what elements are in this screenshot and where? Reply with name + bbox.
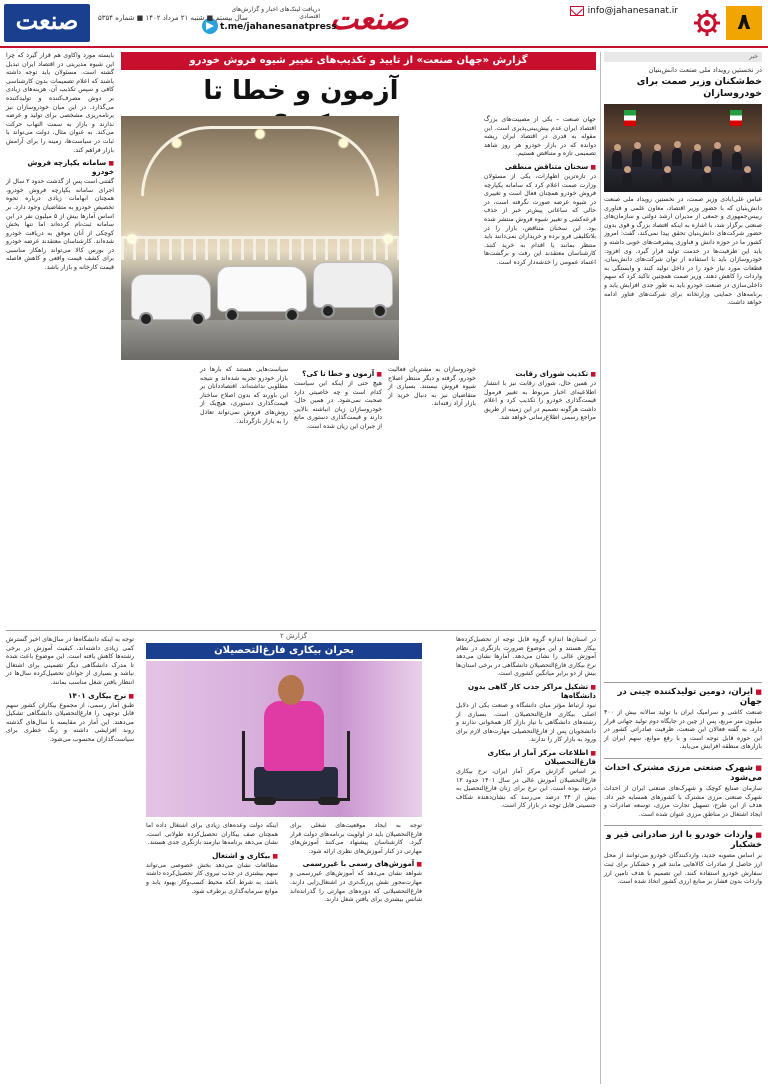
feature-left-body-2: گفتنی است پس از گذشت حدود ۲ سال از اجرای سامانه یکپارچه فروش خودرو، همچنان ابهامات زیادی درباره نحوه تخصیص خودرو به متقاضیان وجود دارد. بر اساس آمارها بیش از ۵ میلیون نفر در این سامانه ثبت‌نام کرده‌اند اما تنها بخش کوچکی از آنان موفق به دریافت خودرو شده‌اند. کارشناسان معتقدند عرضه خودرو در بورس کالا می‌تواند راهکار مناسبی برای کشف قیمت واقعی و کاهش فاصله قیمت کارخانه و بازار باشد. [6, 178, 114, 272]
report-kicker: گزارش ۲ [280, 632, 308, 640]
wheel [225, 308, 239, 322]
news2-body: صنعت کاشی و سرامیک ایران با تولید سالانه بیش از ۴۰۰ میلیون متر مربع، پس از چین در جایگاه دوم تولید جهانی قرار دارد. به گفته فعالان این صنعت، ظرفیت صادراتی کشور در این حوزه قابل توجه است و با رفع موانع، سهم ایران از بازارهای منطقه افزایش می‌یابد. [604, 709, 762, 751]
feature-bottom-col-4 [200, 366, 288, 630]
person [662, 173, 672, 191]
feature-subhead-2: ■ سامانه یکپارچه فروش خودرو [6, 158, 114, 176]
wheel [191, 312, 205, 326]
email-line [570, 6, 678, 16]
man-shirt [264, 701, 324, 771]
feature-right-body: در تازه‌ترین اظهارات، یکی از مسئولان وزارت صمت اعلام کرد که سامانه یکپارچه فروش خودرو همچنان فعال است و تغییری در شیوه عرضه صورت نگرفته است، در حالی که ساعاتی پیش‌تر خبر از حذف قرعه‌کشی و تغییر شیوه فروش منتشر شده بود. این سخنان متناقض، بازار را در بلاتکلیفی فرو برده و خریداران نمی‌دانند باید منتظر بمانند یا اقدام به خرید کنند. کارشناسان معتقدند این رفت و برگشت‌ها اعتماد عمومی را خدشه‌دار کرده است. [484, 172, 596, 266]
lower-center-subhead-1: ■ آموزش‌های رسمی با غیررسمی [290, 859, 422, 868]
person-head [654, 144, 661, 151]
lamp-icon [127, 234, 137, 244]
telegram-caption: دریافت لینک‌های اخبار و گزارش‌های اقتصادی [231, 6, 320, 20]
wheel [321, 304, 335, 318]
gear-icon [692, 8, 722, 38]
news4-title[interactable]: ■ واردات خودرو با ارز صادراتی قیر و خشکبار [604, 825, 762, 850]
car-suv [313, 262, 393, 308]
center-logo: صنعت [330, 2, 409, 37]
person [732, 152, 742, 170]
lower-right-subhead-1: ■ تشکیل مراکز جذب کار گاهی بدون دانشگاه‌ها [456, 682, 596, 700]
showroom-floor [121, 320, 399, 360]
right-column [604, 52, 762, 1084]
feature-subhead-3: ■ آزمون و خطا تا کی؟ [294, 369, 382, 378]
shoe [254, 797, 276, 805]
feature-kicker: گزارش «جهان صنعت» از تایید و تکذیب‌های تغییر شیوه فروش خودرو [121, 52, 596, 70]
lower-center-col-right [290, 822, 422, 1086]
man-head [278, 675, 304, 705]
man-legs [254, 767, 338, 799]
feature-col-left [6, 52, 114, 630]
person-head [674, 141, 681, 148]
feature-article [6, 52, 596, 630]
car-white [217, 266, 307, 312]
news1-photo [604, 104, 762, 192]
lower-photo-unemployed-man [146, 661, 422, 817]
lower-right-body-3: بر اساس گزارش مرکز آمار ایران، نرخ بیکاری فارغ‌التحصیلان آموزش عالی در سال ۱۴۰۱ حدود ۱۲ درصد بوده است. این نرخ برای زنان فارغ‌التحصیل به بیش از ۲۴ درصد می‌رسد که نشان‌دهنده شکاف جنسیتی قابل توجه در بازار کار است. [456, 767, 596, 810]
news3-body: سازمان صنایع کوچک و شهرک‌های صنعتی ایران از احداث شهرک صنعتی مرزی مشترک با کشورهای همسایه خبر داد. هدف از این طرح، تسهیل تجارت مرزی، توسعه صادرات و ایجاد اشتغال در مناطق مرزی عنوان شده است. [604, 784, 762, 818]
email-address[interactable]: info@jahanesanat.ir [587, 6, 678, 16]
news1-title[interactable]: خط‌شکنان وزیر صمت برای خودروسازان [636, 76, 762, 99]
person-head [624, 166, 631, 173]
news-strip: خبر [604, 52, 762, 62]
lower-title[interactable]: بحران بیکاری فارغ‌التحصیلان [146, 643, 422, 659]
shoe [318, 797, 340, 805]
lower-center-body-1: توجه به ایجاد موقعیت‌های شغلی برای فارغ‌التحصیلان باید در اولویت برنامه‌های دولت قرار گیرد. کارشناسان پیشنهاد می‌کنند آموزش‌های مهارتی در کنار آموزش‌های نظری ارائه شود. [290, 822, 422, 855]
telegram-handle[interactable]: t.me/jahanesanatpress [220, 22, 337, 32]
person-head [714, 142, 721, 149]
person-head [734, 145, 741, 152]
news4-body: بر اساس مصوبه جدید، واردکنندگان خودرو می‌توانند از محل ارز حاصل از صادرات کالاهایی مانند قیر و خشکبار برای ثبت سفارش خودرو استفاده کنند. این تصمیم با هدف تامین ارز واردات بدون فشار بر منابع ارزی کشور اتخاذ شده است. [604, 852, 762, 886]
feature-subhead-1: ■ سخنان متناقض منطقی [484, 162, 596, 171]
lower-left-body: توجه به اینکه دانشگاه‌ها در سال‌های اخیر گسترش کمی زیادی داشته‌اند، کیفیت آموزش در برخی رشته‌ها کاهش یافته است. این موضوع باعث شده تا مدرک دانشگاهی دیگر تضمینی برای اشتغال نباشد و بسیاری از جوانان تحصیل‌کرده سال‌ها در انتظار یافتن شغل مناسب بمانند. [6, 636, 134, 686]
issue-info: سال بیستم ■ شنبه ۲۱ مرداد ۱۴۰۲ ■ شماره ۵۳۵۴ [98, 14, 248, 22]
person [742, 173, 752, 191]
person-head [614, 144, 621, 151]
feature-bottom-body-3: خودروسازان به مشتریان فعالیت خودرو، گرفته و دیگر منتظر اصلاح شیوه فروش نیستند. بسیاری از متقاضیان نیز به دنبال خرید از بازار آزاد رفته‌اند. [388, 366, 476, 408]
news1-kicker: در نخستین رویداد ملی صنعت دانش‌بنیان [648, 66, 762, 74]
flag-icon [730, 110, 742, 126]
lower-right-subhead-2: ■ اطلاعات مرکز آمار از بیکاری فارغ‌التحصیلان [456, 748, 596, 766]
telegram-box[interactable] [200, 4, 337, 42]
lower-center-body-4: مطالعات نشان می‌دهد بخش خصوصی می‌تواند سهم بیشتری در جذب نیروی کار تحصیل‌کرده داشته باشد، به شرط آنکه محیط کسب‌وکار بهبود یابد و موانع سرمایه‌گذاری برطرف شود. [146, 861, 278, 895]
feature-bottom-body-4: در همین حال، شورای رقابت نیز با انتشار اطلاعیه‌ای اخبار مربوط به تغییر فرمول قیمت‌گذاری خودرو را تکذیب کرد و اعلام داشت هرگونه تصمیم در این زمینه از طریق مراجع رسمی اطلاع‌رسانی خواهد شد. [484, 380, 596, 422]
lamp-icon [383, 234, 393, 244]
wheel [139, 312, 153, 326]
person-head [664, 166, 671, 173]
column-rule [600, 52, 601, 1084]
lower-center-col-left [146, 822, 278, 1086]
news2-title[interactable]: ■ ایران، دومین تولیدکننده چینی در جهان [604, 682, 762, 707]
feature-bottom-col-3 [294, 366, 382, 630]
lower-right-body-2: نبود ارتباط مؤثر میان دانشگاه و صنعت یکی از دلایل اصلی بیکاری فارغ‌التحصیلان است. بسیاری از رشته‌های دانشگاهی با نیاز بازار کار همخوانی ندارند و دانشجویان پس از فارغ‌التحصیلی مهارت‌های لازم برای ورود به بازار کار را ندارند. [456, 701, 596, 744]
news1-body: عباس علی‌آبادی وزیر صمت، در نخستین رویداد ملی صنعت دانش‌بنیان که با حضور وزیر اقتصاد، معاون علمی و فناوری رییس‌جمهوری و جمعی از مدیران ارشد دولتی و سازمان‌های صنعتی برگزار شد، با اشاره به اینکه اقتصاد بزرگ و قوی بدون حضور شرکت‌های دانش‌بنیان تحقق پیدا نمی‌کند، گفت: امروز کشور ما در حوزه دانش و فناوری پیشرفت‌های خوبی داشته و باید این ظرفیت‌ها در خدمت تولید قرار گیرد. وی افزود: خودروسازان باید با استفاده از توان شرکت‌های دانش‌بنیان، قطعات مورد نیاز خود را در داخل تولید کنند و وابستگی به واردات را کاهش دهند. وزیر صمت همچنین تاکید کرد که سهم داخلی‌سازی در صنعت خودرو باید به طور جدی افزایش یابد و برنامه‌های حمایتی وزارتخانه برای شرکت‌های فناور ادامه خواهد داشت. [604, 196, 762, 307]
feature-headline[interactable]: آزمون و خطا تا [203, 76, 399, 106]
lower-center-body-2: شواهد نشان می‌دهد که آموزش‌های غیررسمی و مهارت‌محور نقش پررنگ‌تری در اشتغال‌زایی دارند. فارغ‌التحصیلانی که دوره‌های مهارتی را گذرانده‌اند شانس بیشتری برای یافتن شغل دارند. [290, 870, 422, 904]
lower-col-right [456, 636, 596, 1086]
person-head [744, 166, 751, 173]
feature-subhead-4: ■ تکذیب شورای رقابت [484, 369, 596, 378]
wheel [285, 308, 299, 322]
person [632, 149, 642, 167]
person [692, 151, 702, 169]
wheel [373, 304, 387, 318]
lower-center-subhead-2: ■ بیکاری و اشتغال [146, 851, 278, 860]
feature-bottom-body-1: سیاست‌هایی هستند که بارها در بازار خودرو تجربه شده‌اند و نتیجه مطلوبی نداشته‌اند. اقتصاددانان بر این باورند که بدون اصلاح ساختار قیمت‌گذاری دستوری، هیچ‌یک از روش‌های فروش نمی‌تواند تعادل را به بازار بازگرداند. [200, 366, 288, 425]
flag-icon [624, 110, 636, 126]
page-number: ۸ [726, 6, 762, 40]
person-head [694, 144, 701, 151]
feature-intro: جهان صنعت – یکی از مصیبت‌های بزرگ اقتصاد ایران عدم پیش‌بینی‌پذیری است. این مقوله به قدری در اقتصاد ایران ریشه دوانده که در بازار خودرو هر روز شاهد تصمیمی تازه و متناقض هستیم. [484, 116, 596, 158]
feature-bottom-body-2: هیچ حتی از اینکه این سیاست کدام است و چه خاصیتی دارد صحبت نمی‌شود. در همین حال، خودروسازان زیان انباشته بالایی دارند و قیمت‌گذاری دستوری مانع از جبران این زیان شده است. [294, 380, 382, 430]
lower-center-columns [146, 822, 422, 1086]
lower-left-body-2: طبق آمار رسمی، از مجموع بیکاران کشور سهم قابل توجهی را فارغ‌التحصیلان دانشگاهی تشکیل می‌دهند. این آمار در مقایسه با سال‌های گذشته روند افزایشی داشته و زنگ خطری برای سیاست‌گذاران محسوب می‌شود. [6, 701, 134, 743]
balcony-rail [121, 236, 399, 260]
lower-col-left [6, 636, 134, 1086]
person [622, 173, 632, 191]
person [702, 173, 712, 191]
feature-photo-car-showroom [121, 116, 399, 360]
feature-bottom-col-1 [484, 366, 596, 630]
lower-left-subhead-1: ■ نرخ بیکاری ۱۴۰۱ [6, 691, 134, 700]
person [612, 151, 622, 169]
person-head [704, 166, 711, 173]
lower-center-body-3: اینکه دولت وعده‌های زیادی برای اشتغال داده اما همچنان صف بیکاران تحصیل‌کرده طولانی است، نشان می‌دهد برنامه‌ها نیازمند بازنگری جدی هستند. [146, 822, 278, 847]
feature-left-body: بایسته مورد واکاوی هم قرار گیرد که چرا این شیوه مدیریتی در اقتصاد ایران تبدیل گشته است. مسئولان باید توجه داشته باشند که اعلام تصمیمات بدون کارشناسی کافی و سپس تکذیب آن، هزینه‌های زیادی بر دوش مصرف‌کننده و تولیدکننده می‌گذارد. در این میان خودروسازان نیز برنامه‌ریزی مشخصی برای تولید و عرضه ندارند و بازار به سمت التهاب حرکت می‌کند. به عنوان مثال، دولت می‌تواند با ثبات در سیاست‌ها، زمینه را برای آرامش بازار فراهم کند. [6, 52, 114, 154]
person [712, 149, 722, 167]
news3-title[interactable]: ■ شهرک صنعتی مرزی مشترک احداث می‌شود [604, 758, 762, 783]
page-header [0, 0, 768, 48]
person [652, 151, 662, 169]
brand-logo: صنعت [4, 4, 90, 42]
email-icon [570, 6, 584, 16]
section-divider [6, 630, 596, 631]
feature-bottom-col-2 [388, 366, 476, 630]
lower-right-body: در استان‌ها اندازه گروه قابل توجه از تحصیل‌کرده‌ها بیکار هستند و این موضوع ضرورت بازنگری در نظام آموزش عالی را نشان می‌دهد. آمارها نشان می‌دهد نرخ بیکاری فارغ‌التحصیلان دانشگاهی در برخی استان‌ها بیش از دو برابر میانگین کشوری است. [456, 636, 596, 678]
showroom-arch [141, 126, 379, 196]
person [672, 148, 682, 166]
feature-col-right [484, 116, 596, 361]
person-head [634, 142, 641, 149]
